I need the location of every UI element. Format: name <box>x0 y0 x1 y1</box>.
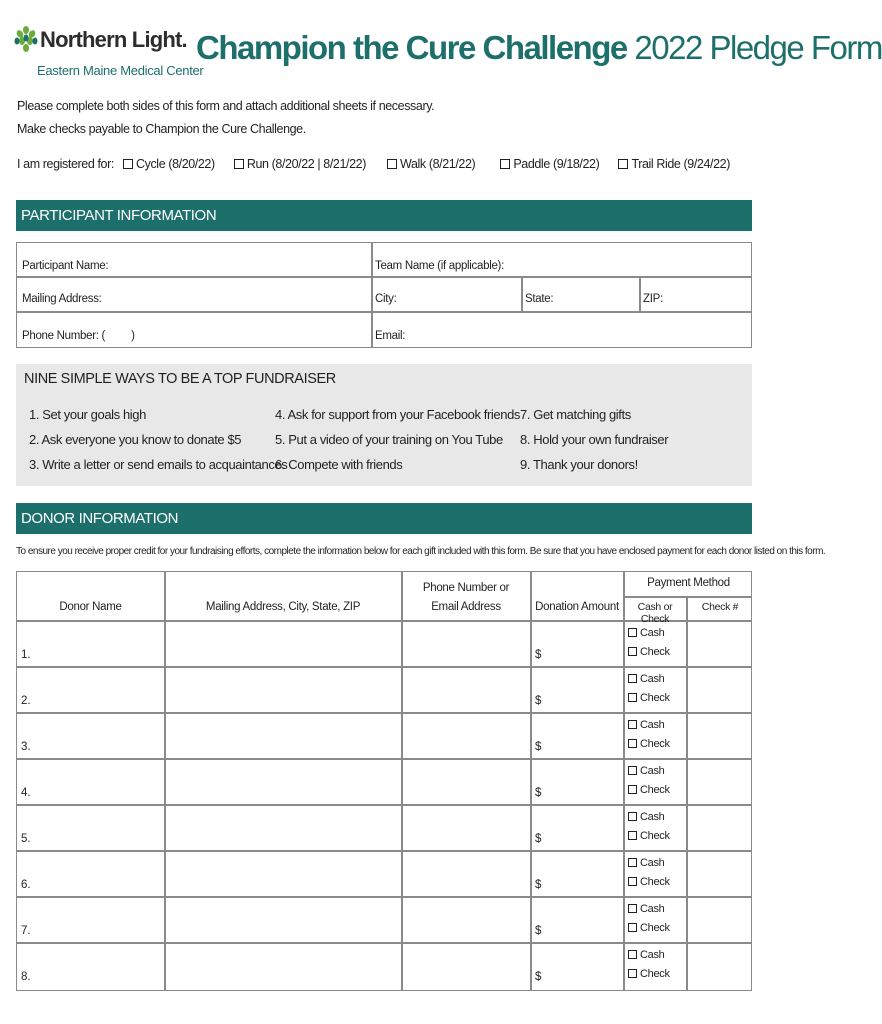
col-payment-method: Payment Method <box>647 577 730 589</box>
col-cash-or-check: Cash or Check <box>637 601 673 625</box>
check-checkbox[interactable]: Check <box>628 735 670 754</box>
cash-checkbox[interactable]: Cash <box>628 900 670 919</box>
col-mailing-address: Mailing Address, City, State, ZIP <box>205 601 361 613</box>
payment-method-options <box>628 946 670 984</box>
donation-amount-field[interactable]: $ <box>535 879 542 891</box>
tip-item: 4. Ask for support from your Facebook friends <box>275 407 521 422</box>
donation-amount-field[interactable]: $ <box>535 833 542 845</box>
cash-checkbox[interactable]: Cash <box>628 808 670 827</box>
northern-light-logo-icon <box>13 24 39 58</box>
page-title <box>196 29 882 67</box>
checkbox-icon[interactable] <box>628 950 637 959</box>
donation-amount-field[interactable]: $ <box>535 649 542 661</box>
option-paddle[interactable]: Paddle (9/18/22) <box>500 157 599 171</box>
donor-row-number: 1. <box>21 649 31 661</box>
cash-checkbox[interactable]: Cash <box>628 854 670 873</box>
checkbox-icon[interactable] <box>628 858 637 867</box>
donor-row-number: 5. <box>21 833 31 845</box>
checkbox-icon[interactable] <box>628 923 637 932</box>
tip-item: 2. Ask everyone you know to donate $5 <box>29 432 242 447</box>
cash-checkbox[interactable]: Cash <box>628 716 670 735</box>
tip-item: 3. Write a letter or send emails to acquaintances <box>29 457 288 472</box>
col-donor-name: Donor Name <box>59 601 122 613</box>
donation-amount-field[interactable]: $ <box>535 695 542 707</box>
tip-item: 9. Thank your donors! <box>520 457 638 472</box>
check-checkbox[interactable]: Check <box>628 827 670 846</box>
checkbox-icon[interactable] <box>628 674 637 683</box>
fundraiser-tips-panel <box>16 364 752 486</box>
check-checkbox[interactable]: Check <box>628 689 670 708</box>
payment-method-options <box>628 624 670 662</box>
option-walk[interactable]: Walk (8/21/22) <box>387 157 475 171</box>
email-field[interactable]: Email: <box>375 330 406 342</box>
checkbox-icon[interactable] <box>628 812 637 821</box>
payment-method-options <box>628 854 670 892</box>
logo-name: Northern Light. <box>40 27 187 52</box>
participant-section-header: PARTICIPANT INFORMATION <box>16 200 752 231</box>
tip-item: 5. Put a video of your training on You Tube <box>275 432 503 447</box>
payment-method-options <box>628 670 670 708</box>
tip-item: 1. Set your goals high <box>29 407 146 422</box>
checkbox-icon[interactable] <box>500 159 510 169</box>
checkbox-icon[interactable] <box>628 831 637 840</box>
cash-checkbox[interactable]: Cash <box>628 624 670 643</box>
tips-heading: NINE SIMPLE WAYS TO BE A TOP FUNDRAISER <box>24 371 336 387</box>
checkbox-icon[interactable] <box>628 904 637 913</box>
checkbox-icon[interactable] <box>628 647 637 656</box>
checkbox-icon[interactable] <box>628 720 637 729</box>
participant-form <box>16 242 752 348</box>
checkbox-icon[interactable] <box>628 877 637 886</box>
tip-item: 7. Get matching gifts <box>520 407 631 422</box>
cash-checkbox[interactable]: Cash <box>628 946 670 965</box>
participant-name-field[interactable]: Participant Name: <box>22 260 109 272</box>
payment-method-options <box>628 716 670 754</box>
title-rest: 2022 Pledge Form <box>634 29 882 66</box>
intro-line-1: Please complete both sides of this form and attach additional sheets if necessary. <box>17 99 435 113</box>
check-checkbox[interactable]: Check <box>628 781 670 800</box>
cash-checkbox[interactable]: Cash <box>628 670 670 689</box>
check-checkbox[interactable]: Check <box>628 965 670 984</box>
check-checkbox[interactable]: Check <box>628 873 670 892</box>
checkbox-icon[interactable] <box>628 785 637 794</box>
city-field[interactable]: City: <box>375 293 397 305</box>
registration-row <box>17 157 730 171</box>
option-run[interactable]: Run (8/20/22 | 8/21/22) <box>234 157 366 171</box>
donor-row-number: 2. <box>21 695 31 707</box>
check-checkbox[interactable]: Check <box>628 919 670 938</box>
payment-method-options <box>628 762 670 800</box>
donor-section-header: DONOR INFORMATION <box>16 503 752 534</box>
checkbox-icon[interactable] <box>618 159 628 169</box>
donor-row-number: 4. <box>21 787 31 799</box>
donation-amount-field[interactable]: $ <box>535 925 542 937</box>
state-field[interactable]: State: <box>525 293 554 305</box>
donor-row-number: 8. <box>21 971 31 983</box>
tip-item: 6. Compete with friends <box>275 457 403 472</box>
checkbox-icon[interactable] <box>123 159 133 169</box>
phone-number-field[interactable]: Phone Number: ( ) <box>22 330 135 342</box>
donation-amount-field[interactable]: $ <box>535 787 542 799</box>
intro-line-2: Make checks payable to Champion the Cure Challenge. <box>17 122 306 136</box>
check-checkbox[interactable]: Check <box>628 643 670 662</box>
donor-note: To ensure you receive proper credit for your fundraising efforts, complete the information below for each gift included with this form. Be sure that you have enclosed payment for each donor listed on this form. <box>16 546 826 557</box>
option-cycle[interactable]: Cycle (8/20/22) <box>123 157 215 171</box>
payment-method-options <box>628 900 670 938</box>
title-bold: Champion the Cure Challenge <box>196 29 627 66</box>
donation-amount-field[interactable]: $ <box>535 971 542 983</box>
checkbox-icon[interactable] <box>387 159 397 169</box>
team-name-field[interactable]: Team Name (if applicable): <box>375 260 504 272</box>
donor-row-number: 3. <box>21 741 31 753</box>
logo-subtitle: Eastern Maine Medical Center <box>37 63 204 78</box>
checkbox-icon[interactable] <box>234 159 244 169</box>
donor-row-number: 7. <box>21 925 31 937</box>
checkbox-icon[interactable] <box>628 693 637 702</box>
zip-field[interactable]: ZIP: <box>643 293 663 305</box>
col-contact-line-1: Phone Number or <box>422 582 510 594</box>
checkbox-icon[interactable] <box>628 766 637 775</box>
tip-item: 8. Hold your own fundraiser <box>520 432 669 447</box>
checkbox-icon[interactable] <box>628 969 637 978</box>
option-trail-ride[interactable]: Trail Ride (9/24/22) <box>618 157 730 171</box>
donation-amount-field[interactable]: $ <box>535 741 542 753</box>
mailing-address-field[interactable]: Mailing Address: <box>22 293 102 305</box>
col-check-number: Check # <box>701 601 739 613</box>
donor-row-number: 6. <box>21 879 31 891</box>
payment-method-options <box>628 808 670 846</box>
col-donation-amount: Donation Amount <box>535 601 619 613</box>
cash-checkbox[interactable]: Cash <box>628 762 670 781</box>
donor-table <box>16 571 752 991</box>
col-contact-line-2: Email Address <box>431 601 501 613</box>
checkbox-icon[interactable] <box>628 739 637 748</box>
checkbox-icon[interactable] <box>628 628 637 637</box>
registration-label: I am registered for: <box>17 157 114 171</box>
